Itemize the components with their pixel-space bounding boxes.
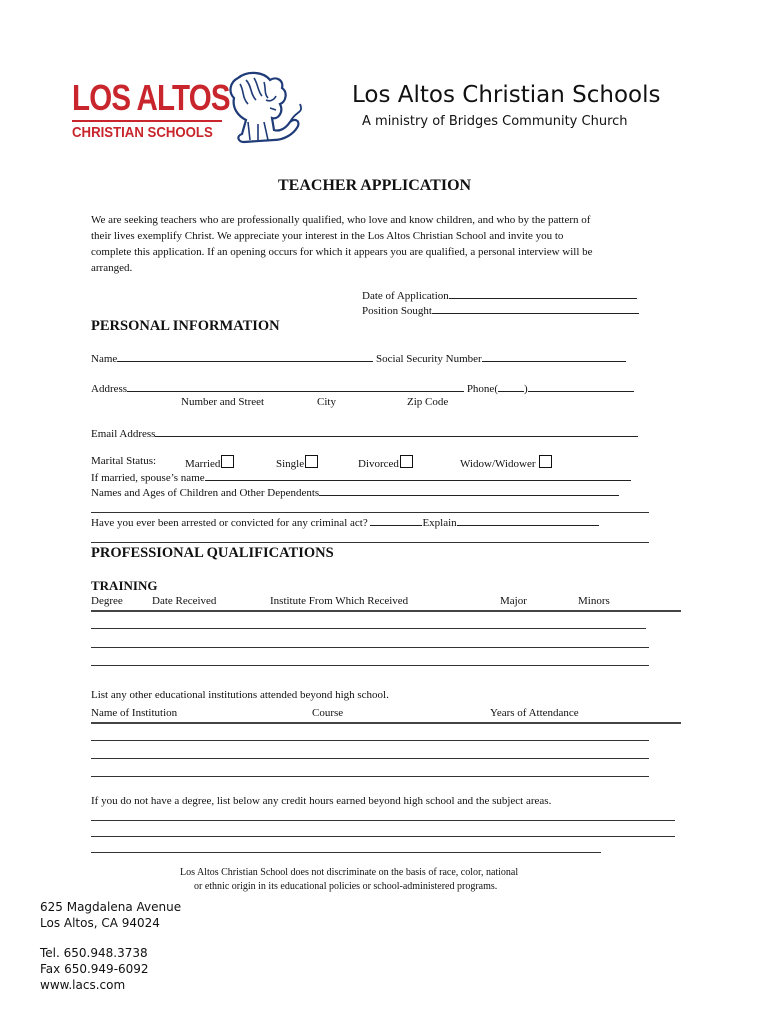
explain-extra-line[interactable] — [91, 542, 649, 543]
lion-icon — [224, 70, 306, 150]
logo-divider — [72, 120, 222, 122]
footer-tel: Tel. 650.948.3738 — [40, 946, 148, 960]
footer-address-line2: Los Altos, CA 94024 — [40, 916, 160, 930]
email-row — [91, 426, 638, 440]
col-date-received: Date Received — [152, 595, 217, 607]
credit-hours-line[interactable] — [91, 836, 675, 837]
logo — [72, 78, 312, 148]
intro-line: We are seeking teachers who are professionally qualified, who love and know children, and who by the pattern of — [91, 214, 591, 226]
other-institutions-label: List any other educational institutions attended beyond high school. — [91, 689, 389, 701]
training-line[interactable] — [91, 647, 649, 648]
children-row — [91, 485, 619, 499]
footer-address — [40, 899, 181, 931]
footer-website[interactable]: www.lacs.com — [40, 978, 126, 992]
position-sought-field[interactable] — [432, 303, 639, 314]
spouse-field[interactable] — [205, 470, 631, 481]
divorced-checkbox[interactable] — [400, 455, 413, 468]
ssn-label: Social Security Number — [376, 353, 482, 365]
col-name-of-institution: Name of Institution — [91, 707, 178, 719]
credit-hours-line[interactable] — [91, 820, 675, 821]
position-sought-label: Position Sought — [362, 305, 432, 317]
married-label: Married — [185, 458, 221, 470]
date-of-application-field[interactable] — [449, 288, 637, 299]
footer-fax: Fax 650.949-6092 — [40, 962, 149, 976]
arrested-row — [91, 515, 599, 529]
personal-information-heading: PERSONAL INFORMATION — [91, 318, 280, 334]
col-institute: Institute From Which Received — [270, 595, 409, 607]
tagline: A ministry of Bridges Community Church — [362, 114, 628, 129]
email-label: Email Address — [91, 428, 156, 440]
phone-label: Phone( — [466, 383, 498, 395]
address-sublabel-zip: Zip Code — [407, 396, 449, 408]
nondiscrimination-line1: Los Altos Christian School does not discriminate on the basis of race, color, national — [180, 867, 519, 878]
name-row — [91, 351, 626, 365]
email-field[interactable] — [155, 426, 638, 437]
children-extra-line[interactable] — [91, 512, 649, 513]
date-of-application-row — [362, 288, 637, 302]
training-line[interactable] — [91, 628, 646, 629]
logo-text-los-altos: LOS ALTOS — [72, 77, 230, 118]
training-header-rule — [91, 610, 681, 612]
page-title: TEACHER APPLICATION — [278, 177, 472, 194]
widow-label: Widow/Widower — [460, 458, 536, 470]
training-heading: TRAINING — [91, 578, 158, 593]
institutions-header-rule — [91, 722, 681, 724]
address-row — [91, 381, 634, 395]
arrested-label: Have you ever been arrested or convicted for any criminal act? — [91, 517, 368, 529]
intro-line: their lives exemplify Christ. We appreciate your interest in the Los Altos Christian School and invite you to — [91, 230, 564, 242]
school-name: Los Altos Christian Schools — [352, 82, 661, 108]
position-sought-row — [362, 303, 639, 317]
explain-field[interactable] — [457, 515, 599, 526]
spouse-row — [91, 470, 631, 484]
marital-status-label: Marital Status: — [91, 455, 157, 467]
intro-line: complete this application. If an opening occurs for which it appears you are qualified, a personal interview will be — [91, 246, 593, 258]
col-years-of-attendance: Years of Attendance — [490, 707, 579, 719]
phone-paren: ) — [523, 383, 528, 395]
col-minors: Minors — [578, 595, 610, 607]
name-field[interactable] — [117, 351, 373, 362]
spouse-label: If married, spouse’s name — [91, 472, 205, 484]
widow-checkbox[interactable] — [539, 455, 552, 468]
address-sublabel-city: City — [317, 396, 336, 408]
credit-hours-line[interactable] — [91, 852, 601, 853]
col-major: Major — [500, 595, 527, 607]
intro-line: arranged. — [91, 262, 133, 274]
children-label: Names and Ages of Children and Other Dependents — [91, 487, 320, 499]
explain-label: Explain — [422, 517, 457, 529]
married-checkbox[interactable] — [221, 455, 234, 468]
date-of-application-label: Date of Application — [362, 290, 449, 302]
single-option[interactable] — [276, 455, 318, 470]
no-degree-label: If you do not have a degree, list below any credit hours earned beyond high school and the subject areas. — [91, 795, 552, 807]
institution-line[interactable] — [91, 776, 649, 777]
ssn-field[interactable] — [482, 351, 626, 362]
address-label: Address — [91, 383, 128, 395]
name-label: Name — [91, 353, 118, 365]
arrested-field[interactable] — [370, 515, 422, 526]
institution-line[interactable] — [91, 758, 649, 759]
married-option[interactable] — [185, 455, 234, 470]
institution-line[interactable] — [91, 740, 649, 741]
phone-area-field[interactable] — [498, 381, 524, 392]
address-field[interactable] — [127, 381, 464, 392]
footer-address-line1: 625 Magdalena Avenue — [40, 900, 182, 914]
professional-qualifications-heading: PROFESSIONAL QUALIFICATIONS — [91, 545, 334, 561]
divorced-option[interactable] — [358, 455, 413, 470]
training-line[interactable] — [91, 665, 649, 666]
address-sublabel-street: Number and Street — [181, 396, 265, 408]
marital-status-row — [91, 455, 156, 467]
single-checkbox[interactable] — [305, 455, 318, 468]
nondiscrimination-line2: or ethnic origin in its educational policies or school-administered programs. — [194, 881, 498, 892]
single-label: Single — [276, 458, 305, 470]
divorced-label: Divorced — [358, 458, 399, 470]
col-course: Course — [312, 707, 344, 719]
children-field[interactable] — [319, 485, 619, 496]
col-degree: Degree — [91, 595, 123, 607]
intro-paragraph — [91, 212, 593, 276]
logo-text-christian-schools: CHRISTIAN SCHOOLS — [72, 124, 213, 141]
footer-contact — [40, 945, 149, 993]
phone-field[interactable] — [528, 381, 634, 392]
widow-option[interactable] — [460, 455, 552, 470]
